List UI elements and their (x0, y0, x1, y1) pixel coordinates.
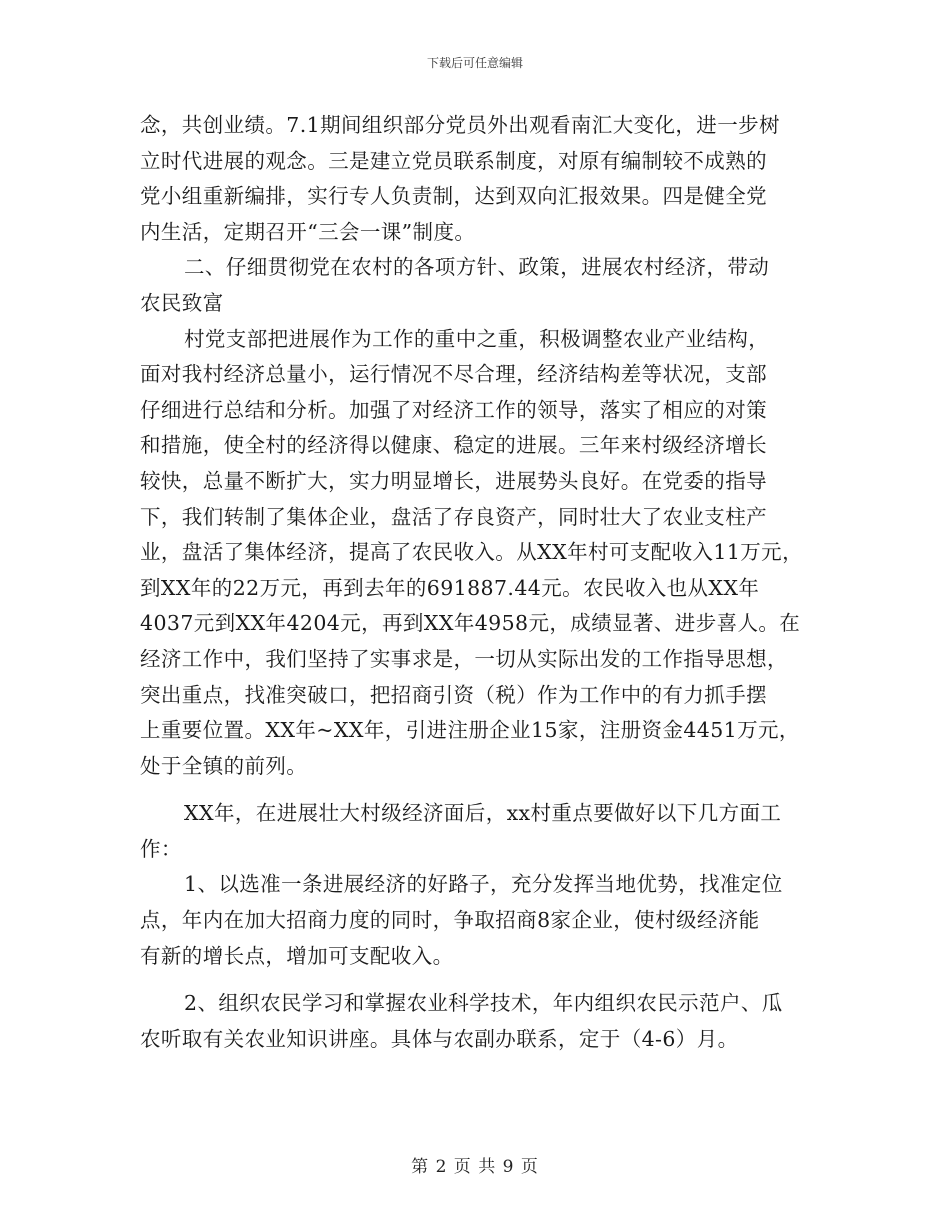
body-line: 内生活，定期召开“三会一课”制度。 (140, 219, 476, 244)
body-line: 面对我村经济总量小，运行情况不尽合理，经济结构差等状况，支部 (140, 362, 767, 387)
body-line: 念，共创业绩。7.1期间组织部分党员外出观看南汇大变化，进一步树 (140, 113, 780, 137)
page-header-note: 下载后可任意编辑 (426, 56, 523, 70)
list-item-line: 2、组织农民学习和掌握农业科学技术，年内组织农民示范户、瓜 (184, 991, 783, 1016)
document-body (140, 108, 820, 1057)
body-line: 到XX年的22万元，再到去年的691887.44元。农民收入也从XX年 (140, 575, 760, 600)
page-number: 第 2 页 共 9 页 (411, 1157, 539, 1177)
list-item-line: 点，年内在加大招商力度的同时，争取招商8家企业，使村级经济能 (140, 908, 760, 933)
body-line: 村党支部把进展作为工作的重中之重，积极调整农业产业结构， (184, 326, 770, 351)
list-item-line: 农听取有关农业知识讲座。具体与农副办联系，定于（4-6）月。 (140, 1026, 739, 1051)
body-line: 仔细进行总结和分析。加强了对经济工作的领导，落实了相应的对策 (140, 397, 767, 422)
body-line: 作： (140, 836, 182, 861)
body-line: 和措施，使全村的经济得以健康、稳定的进展。三年来村级经济增长 (140, 433, 767, 458)
list-item-line: 1、以选准一条进展经济的好路子，充分发挥当地优势，找准定位 (184, 872, 783, 897)
body-line: 业，盘活了集体经济，提高了农民收入。从XX年村可支配收入11万元， (140, 540, 803, 565)
list-item-line: 有新的增长点，增加可支配收入。 (140, 943, 454, 968)
body-line: 上重要位置。XX年~XX年，引进注册企业15家，注册资金4451万元， (140, 718, 800, 743)
section-heading-line: 二、仔细贯彻党在农村的各项方针、政策，进展农村经济，带动 (184, 255, 770, 280)
body-line: 下，我们转制了集体企业，盘活了存良资产，同时壮大了农业支柱产 (140, 504, 767, 529)
body-line: 较快，总量不断扩大，实力明显增长，进展势头良好。在党委的指导 (140, 468, 767, 493)
body-line: 突出重点，找准突破口，把招商引资（税）作为工作中的有力抓手摆 (140, 682, 767, 707)
body-line: 党小组重新编排，实行专人负责制，达到双向汇报效果。四是健全党 (140, 184, 767, 209)
body-line: 立时代进展的观念。三是建立党员联系制度，对原有编制较不成熟的 (140, 148, 767, 173)
body-line: 4037元到XX年4204元，再到XX年4958元，成绩显著、进步喜人。在 (140, 611, 801, 636)
section-heading-line: 农民致富 (140, 290, 224, 315)
body-line: XX年，在进展壮大村级经济面后，xx村重点要做好以下几方面工 (184, 801, 782, 826)
body-line: 处于全镇的前列。 (140, 753, 308, 778)
body-line: 经济工作中，我们坚持了实事求是，一切从实际出发的工作指导思想， (140, 646, 788, 671)
